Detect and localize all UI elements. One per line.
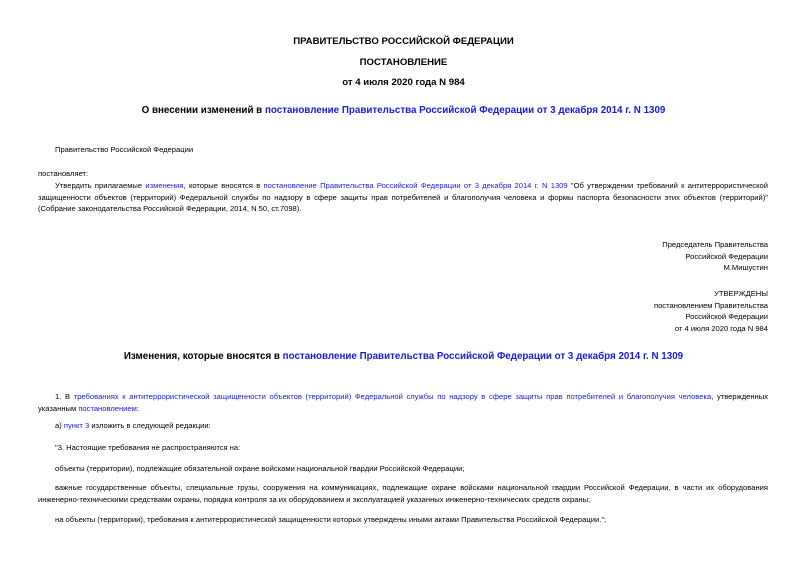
- change-item-a: [55, 420, 211, 432]
- approval-label: УТВЕРЖДЕНЫ: [714, 289, 768, 298]
- change-item-1: [38, 391, 768, 414]
- p1-text-a: Утвердить прилагаемые: [55, 181, 146, 190]
- approval-country: Российской Федерации: [685, 312, 768, 322]
- decrees: постановляет:: [38, 169, 89, 178]
- p1-text-b: , которые вносятся в: [183, 181, 264, 190]
- exclusion-bullet-2: важные государственные объекты, специальные грузы, сооружения на коммуникациях, подлежащие охране войсками национальной гвардии Российской Федерации, в части их оборудования инженерно-техническими средствами охраны, порядка контроля за их оборудованием и эксплуатацией указанных инженерно-технических средств охраны;: [38, 483, 768, 504]
- signature-title: Председатель Правительства: [662, 240, 768, 249]
- item1-colon: :: [136, 403, 139, 413]
- approval-block: [654, 288, 768, 334]
- decree-link[interactable]: постановлением: [78, 403, 137, 413]
- exclusion-bullet-3: на объекты (территории), требования к антитеррористической защищенности которых утверждены иными актами Правительства Российской Федерации.";: [55, 515, 607, 524]
- resolution-paragraph: [38, 180, 768, 215]
- changes-link[interactable]: изменения: [145, 181, 184, 190]
- item1-text: , утвержденных указанным: [38, 392, 768, 413]
- document-date-number: от 4 июля 2020 года N 984: [342, 77, 465, 88]
- item1-number: 1. В: [55, 392, 74, 401]
- signature-country: Российской Федерации: [685, 251, 768, 261]
- approval-by: постановлением Правительства: [653, 300, 768, 310]
- signature-name: М.Мишустин: [723, 263, 768, 273]
- exclusion-bullet-1: объекты (территории), подлежащие обязательной охране войсками национальной гвардии Российской Федерации;: [55, 464, 465, 473]
- document-title: [0, 105, 807, 116]
- document-type: ПОСТАНОВЛЕНИЕ: [359, 57, 448, 68]
- approval-date: от 4 июля 2020 года N 984: [674, 323, 768, 333]
- requirements-link[interactable]: требованиях к антитеррористической защищенности объектов (территорий) Федеральной службы по надзору в сфере защиты прав потребителей и благополучия человека: [73, 392, 712, 401]
- paragraph-3-link[interactable]: пункт 3: [63, 421, 90, 430]
- quote-start: "3. Настоящие требования не распространяются на:: [55, 443, 241, 452]
- item-a-text: изложить в следующей редакции:: [89, 421, 211, 430]
- item-a-prefix: а): [55, 421, 64, 430]
- decree-1309-link[interactable]: постановление Правительства Российской Федерации от 3 декабря 2014 г. N 1309: [263, 181, 568, 190]
- issuer: Правительство Российской Федерации: [55, 145, 194, 154]
- p1-text-c: "Об утверждении требований к антитеррористической защищенности объектов (территорий) Федеральной службы по надзору в сфере защиты прав потребителей и благополучия человека и формы паспорта безопасности этих объектов (территорий)" (Собрание законодательства Российской Федерации, 2014, N 50, ст.7098).: [38, 181, 768, 214]
- signature-block: [662, 239, 768, 274]
- title-prefix: О внесении изменений в: [141, 105, 265, 116]
- changes-title-decree-link[interactable]: постановление Правительства Российской Федерации от 3 декабря 2014 г. N 1309: [282, 351, 684, 362]
- changes-title: [0, 351, 807, 362]
- changes-title-prefix: Изменения, которые вносятся в: [123, 351, 283, 362]
- title-decree-link[interactable]: постановление Правительства Российской Федерации от 3 декабря 2014 г. N 1309: [264, 105, 666, 116]
- government-heading: ПРАВИТЕЛЬСТВО РОССИЙСКОЙ ФЕДЕРАЦИИ: [293, 36, 514, 47]
